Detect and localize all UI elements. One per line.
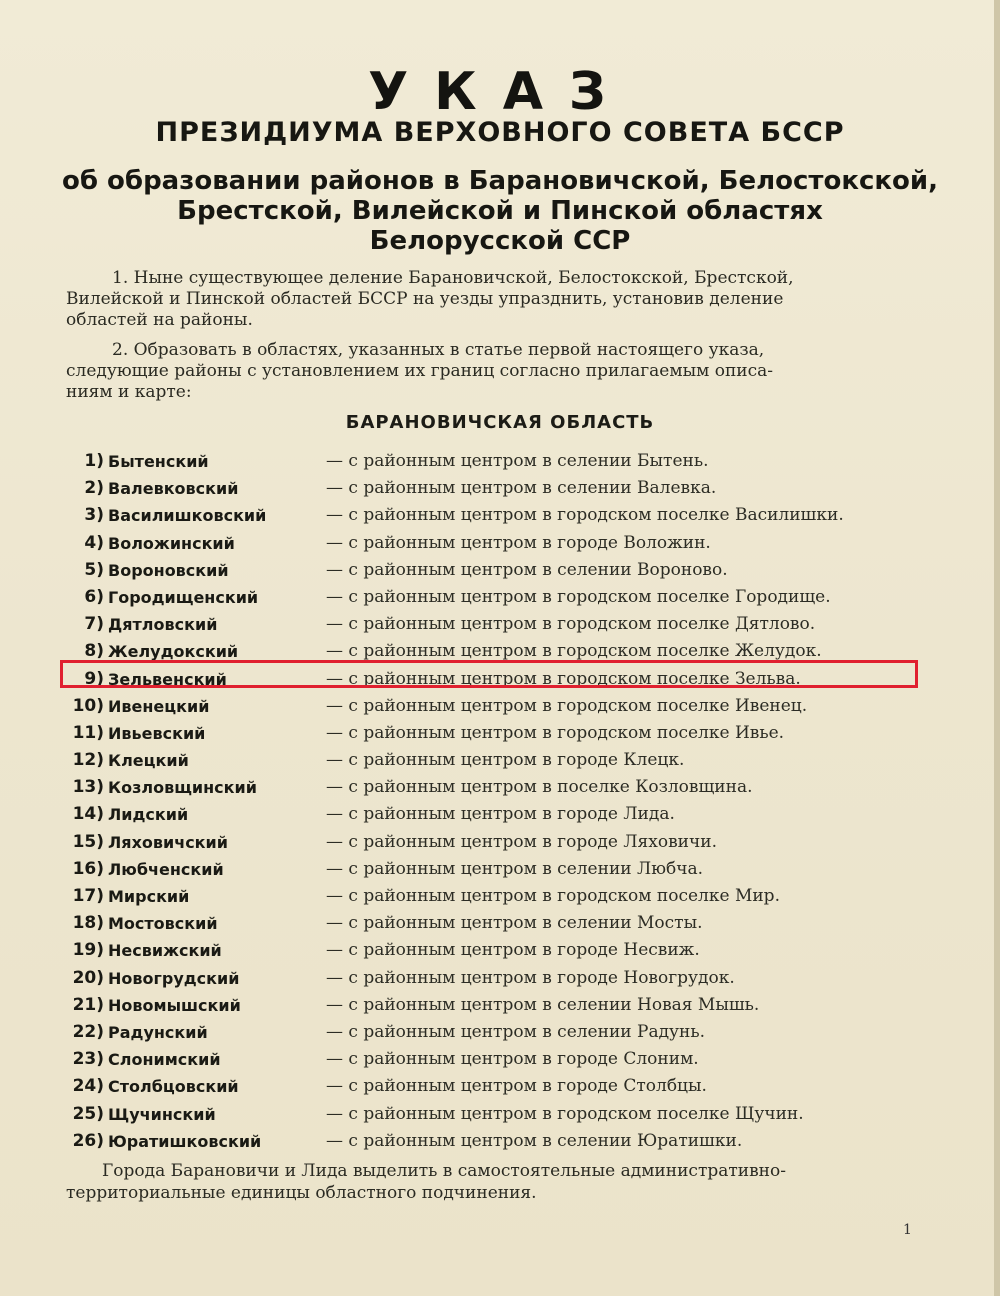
district-number: 10) bbox=[72, 695, 104, 716]
district-name: Юратишковский bbox=[108, 1131, 262, 1151]
district-name: Василишковский bbox=[108, 506, 267, 526]
district-number: 20) bbox=[72, 967, 104, 988]
district-name: Ивьевский bbox=[108, 723, 206, 743]
district-row bbox=[60, 1101, 920, 1128]
district-description: — с районным центром в селении Юратишки. bbox=[326, 1130, 743, 1151]
heading-line: Белорусской ССР bbox=[369, 226, 631, 256]
district-name: Новогрудский bbox=[108, 968, 240, 988]
district-number: 26) bbox=[72, 1130, 104, 1151]
district-number: 6) bbox=[84, 586, 104, 607]
document-subtitle: ПРЕЗИДИУМА ВЕРХОВНОГО СОВЕТА БССР bbox=[155, 117, 845, 148]
heading-line: об образовании районов в Барановичской, Белостокской, bbox=[61, 166, 939, 196]
district-name: Воложинский bbox=[108, 533, 235, 553]
district-name: Столбцовский bbox=[108, 1077, 239, 1097]
district-description: — с районным центром в городском поселке Желудок. bbox=[326, 641, 822, 662]
district-name: Ляховичский bbox=[108, 832, 228, 852]
district-name: Городищенский bbox=[108, 587, 259, 607]
paragraph-line: Вилейской и Пинской областей БССР на уезды упразднить, установив деление bbox=[66, 289, 784, 309]
district-row bbox=[60, 747, 920, 774]
district-name: Козловщинский bbox=[108, 778, 257, 798]
paragraph-1 bbox=[66, 268, 912, 331]
document-title: УКАЗ bbox=[368, 62, 632, 122]
district-row bbox=[60, 965, 920, 992]
district-description: — с районным центром в селении Мосты. bbox=[326, 913, 703, 934]
district-number: 21) bbox=[72, 994, 104, 1015]
district-number: 11) bbox=[72, 722, 104, 743]
district-description: — с районным центром в городе Несвиж. bbox=[326, 940, 700, 961]
district-name: Зельвенский bbox=[108, 669, 227, 689]
district-row bbox=[60, 475, 920, 502]
highlight-box bbox=[60, 660, 918, 688]
district-number: 25) bbox=[72, 1103, 104, 1124]
district-number: 12) bbox=[72, 750, 104, 771]
paragraph-line: 2. Образовать в областях, указанных в статье первой настоящего указа, bbox=[112, 340, 765, 360]
district-name: Бытенский bbox=[108, 452, 209, 471]
district-description: — с районным центром в селении Вороново. bbox=[326, 559, 728, 580]
district-number: 14) bbox=[72, 804, 104, 825]
district-name: Слонимский bbox=[108, 1050, 221, 1070]
document-heading bbox=[40, 166, 960, 256]
district-description: — с районным центром в городском поселке Зельва. bbox=[326, 668, 801, 689]
district-name: Желудокский bbox=[108, 642, 239, 662]
district-description: — с районным центром в поселке Козловщина. bbox=[326, 777, 753, 798]
district-row bbox=[60, 910, 920, 937]
district-description: — с районным центром в городе Слоним. bbox=[326, 1049, 699, 1070]
district-number: 7) bbox=[84, 614, 104, 635]
heading-line: Брестской, Вилейской и Пинской областях bbox=[177, 196, 823, 226]
district-list bbox=[60, 448, 920, 1155]
district-number: 13) bbox=[72, 777, 104, 798]
district-description: — с районным центром в городе Лида. bbox=[326, 804, 675, 825]
district-number: 17) bbox=[72, 886, 104, 906]
district-row bbox=[60, 584, 920, 611]
paragraph-2 bbox=[66, 340, 912, 403]
paragraph-line: 1. Ныне существующее деление Барановичской, Белостокской, Брестской, bbox=[112, 268, 794, 288]
district-row bbox=[60, 502, 920, 529]
district-name: Мирский bbox=[108, 887, 190, 906]
footer-line: Города Барановичи и Лида выделить в самостоятельные административно- bbox=[102, 1161, 786, 1181]
district-description: — с районным центром в селении Радунь. bbox=[326, 1021, 706, 1042]
district-number: 3) bbox=[84, 505, 104, 526]
district-name: Вороновский bbox=[108, 560, 229, 580]
district-row bbox=[60, 693, 920, 720]
district-description: — с районным центром в городе Клецк. bbox=[326, 750, 685, 771]
district-number: 22) bbox=[72, 1021, 104, 1042]
district-row bbox=[60, 801, 920, 828]
district-row bbox=[60, 1073, 920, 1100]
district-row bbox=[60, 992, 920, 1019]
district-description: — с районным центром в городском поселке Мир. bbox=[326, 886, 780, 906]
district-row bbox=[60, 774, 920, 801]
district-number: 24) bbox=[72, 1076, 104, 1097]
district-number: 9) bbox=[84, 668, 104, 689]
district-number: 18) bbox=[72, 913, 104, 934]
district-name: Лидский bbox=[108, 805, 189, 825]
district-description: — с районным центром в городском поселке Василишки. bbox=[326, 505, 844, 526]
district-number: 1) bbox=[84, 451, 104, 471]
district-number: 23) bbox=[72, 1049, 104, 1070]
district-row bbox=[60, 1128, 920, 1155]
paragraph-line: областей на районы. bbox=[66, 310, 253, 330]
district-row bbox=[60, 530, 920, 557]
district-description: — с районным центром в городском поселке Щучин. bbox=[326, 1103, 804, 1124]
district-name: Клецкий bbox=[108, 751, 189, 771]
district-description: — с районным центром в селении Валевка. bbox=[326, 478, 717, 499]
district-description: — с районным центром в городе Ляховичи. bbox=[326, 831, 717, 852]
page-number: 1 bbox=[903, 1222, 912, 1238]
footer-paragraph bbox=[66, 1160, 912, 1204]
district-number: 2) bbox=[84, 478, 104, 499]
district-name: Радунский bbox=[108, 1022, 208, 1042]
district-number: 15) bbox=[72, 831, 104, 852]
district-description: — с районным центром в городском поселке Ивенец. bbox=[326, 695, 808, 716]
district-row bbox=[60, 557, 920, 584]
footer-line: территориальные единицы областного подчинения. bbox=[66, 1183, 537, 1203]
district-row bbox=[60, 829, 920, 856]
district-row bbox=[60, 720, 920, 747]
district-description: — с районным центром в селении Любча. bbox=[326, 858, 704, 879]
district-description: — с районным центром в городе Столбцы. bbox=[326, 1076, 707, 1097]
district-number: 16) bbox=[72, 858, 104, 879]
district-number: 4) bbox=[84, 532, 104, 553]
district-row bbox=[60, 937, 920, 964]
district-description: — с районным центром в селении Бытень. bbox=[326, 451, 709, 471]
district-description: — с районным центром в городе Воложин. bbox=[326, 532, 711, 553]
district-description: — с районным центром в селении Новая Мышь. bbox=[326, 994, 760, 1015]
district-row bbox=[60, 1046, 920, 1073]
district-description: — с районным центром в городском поселке Дятлово. bbox=[326, 614, 816, 635]
district-name: Мостовский bbox=[108, 914, 218, 934]
district-name: Щучинский bbox=[108, 1104, 216, 1124]
district-description: — с районным центром в городском поселке Ивье. bbox=[326, 722, 785, 743]
district-row bbox=[60, 448, 920, 475]
district-name: Новомышский bbox=[108, 995, 241, 1015]
district-row bbox=[60, 883, 920, 910]
district-description: — с районным центром в городе Новогрудок. bbox=[326, 967, 735, 988]
district-row bbox=[60, 611, 920, 638]
district-number: 5) bbox=[84, 559, 104, 580]
district-name: Дятловский bbox=[108, 615, 218, 635]
district-name: Валевковский bbox=[108, 479, 239, 499]
paragraph-line: следующие районы с установлением их границ согласно прилагаемым описа- bbox=[66, 361, 774, 381]
district-number: 19) bbox=[72, 940, 104, 961]
region-heading: БАРАНОВИЧСКАЯ ОБЛАСТЬ bbox=[345, 412, 655, 433]
paragraph-line: ниям и карте: bbox=[66, 382, 192, 402]
district-name: Ивенецкий bbox=[108, 696, 210, 716]
page-edge bbox=[994, 0, 1000, 1296]
district-name: Любченский bbox=[108, 859, 224, 879]
district-row bbox=[60, 856, 920, 883]
district-row bbox=[60, 1019, 920, 1046]
district-description: — с районным центром в городском поселке Городище. bbox=[326, 586, 831, 607]
district-number: 8) bbox=[84, 641, 104, 662]
district-name: Несвижский bbox=[108, 941, 222, 961]
